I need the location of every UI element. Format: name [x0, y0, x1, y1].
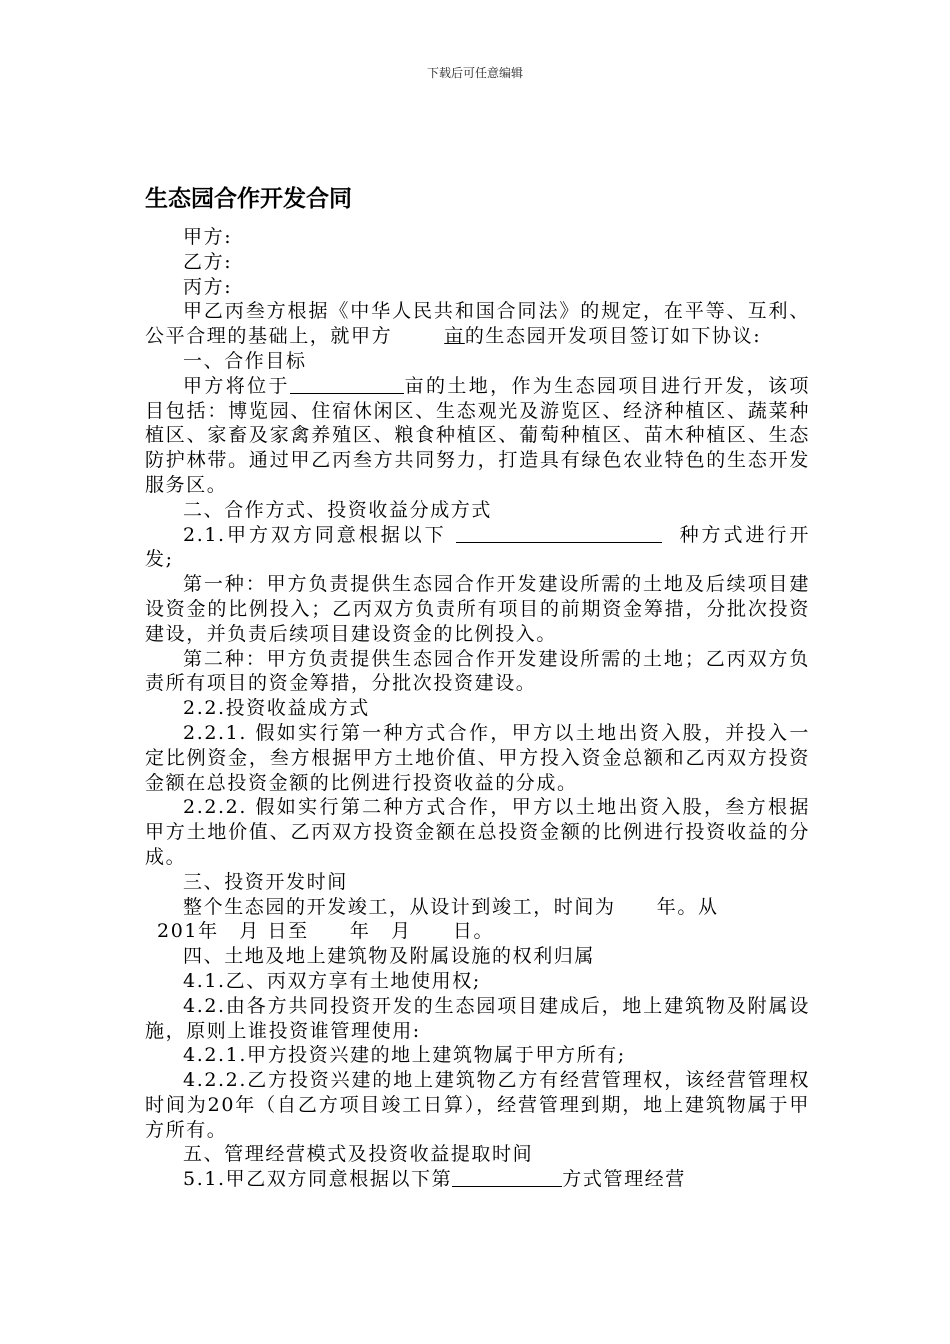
clause-2-1-text-a: 2.1.甲方双方同意根据以下 [183, 523, 447, 546]
party-b-line: 乙方: [183, 250, 233, 273]
clause-4-1: 4.1.乙、丙双方享有土地使用权; [183, 969, 481, 992]
clause-5-1-text-a: 5.1.甲乙双方同意根据以下第 [183, 1168, 453, 1191]
preamble-paragraph [145, 299, 810, 349]
section-3-dates: 201年 月 日至 年 月 日。 [157, 920, 495, 943]
clause-5-1-text-b: 方式管理经营 [562, 1168, 686, 1191]
method-count-blank [456, 524, 662, 543]
section-4-heading: 四、土地及地上建筑物及附属设施的权利归属 [183, 945, 596, 968]
clause-2-1 [145, 523, 810, 573]
clause-5-1 [145, 1167, 810, 1192]
clause-4-2-1: 4.2.1.甲方投资兴建的地上建筑物属于甲方所有; [183, 1044, 626, 1067]
preamble-area-blank [392, 325, 465, 347]
clause-2-2-1: 2.2.1. 假如实行第一种方式合作，甲方以土地出资入股，并投入一定比例资金，叁方根据甲方土地价值、甲方投入资金总额和乙丙双方投资金额在总投资金额的比例进行投资收益的分成。 [145, 721, 810, 794]
section-3-paragraph: 整个生态园的开发竣工，从设计到竣工，时间为 年。从 [183, 895, 719, 918]
section-1-text-a: 甲方将位于 [183, 374, 290, 397]
section-3-heading: 三、投资开发时间 [183, 870, 348, 893]
section-2-heading: 二、合作方式、投资收益分成方式 [183, 498, 493, 521]
party-a-line: 甲方: [183, 226, 233, 248]
clause-2-1-text-b: 种方式进行开发; [145, 523, 810, 571]
clause-2-2: 2.2.投资收益成方式 [183, 697, 370, 720]
document-body [145, 225, 810, 1192]
clause-4-2-2: 4.2.2.乙方投资兴建的地上建筑物乙方有经营管理权，该经营管理权时间为20年（自乙方项目竣工日算），经营管理到期，地上建筑物属于甲方所有。 [145, 1069, 810, 1141]
cooperation-way-1: 第一种：甲方负责提供生态园合作开发建设所需的土地及后续项目建设资金的比例投入；乙丙双方负责所有项目的前期资金筹措，分批次投资建设，并负责后续项目建设资金的比例投入。 [145, 573, 810, 645]
section-1-heading: 一、合作目标 [183, 349, 307, 372]
clause-2-2-2: 2.2.2. 假如实行第二种方式合作，甲方以土地出资入股，叁方根据甲方土地价值、乙丙双方投资金额在总投资金额的比例进行投资收益的分成。 [145, 796, 810, 868]
management-method-blank [452, 1168, 562, 1187]
party-c-line: 丙方: [183, 275, 233, 298]
preamble-text-2: 的生态园开发项目签订如下协议: [464, 325, 762, 348]
clause-4-2: 4.2.由各方共同投资开发的生态园项目建成后，地上建筑物及附属设施，原则上谁投资谁管理使用: [145, 994, 810, 1042]
section-1-text-b: 亩的土地，作为生态园项目进行开发，该项目包括：博览园、住宿休闲区、生态观光及游览区、经济种植区、蔬菜种植区、家畜及家禽养殖区、粮食种植区、葡萄种植区、苗木种植区、生态防护林带。通过甲乙丙叁方共同努力，打造具有绿色农业特色的生态开发服务区。 [145, 374, 810, 496]
section-1-paragraph [145, 374, 810, 498]
preamble-text-1: 甲乙丙叁方根据《中华人民共和国合同法》的规定，在平等、互利、公平合理的基础上，就甲方 [145, 300, 810, 348]
location-blank [290, 375, 404, 394]
preamble-area-unit: 亩 [444, 325, 465, 348]
cooperation-way-2: 第二种：甲方负责提供生态园合作开发建设所需的土地；乙丙双方负责所有项目的资金筹措，分批次投资建设。 [145, 647, 810, 695]
header-note: 下载后可任意编辑 [426, 66, 523, 80]
document-title: 生态园合作开发合同 [145, 186, 352, 212]
section-5-heading: 五、管理经营模式及投资收益提取时间 [183, 1143, 534, 1166]
